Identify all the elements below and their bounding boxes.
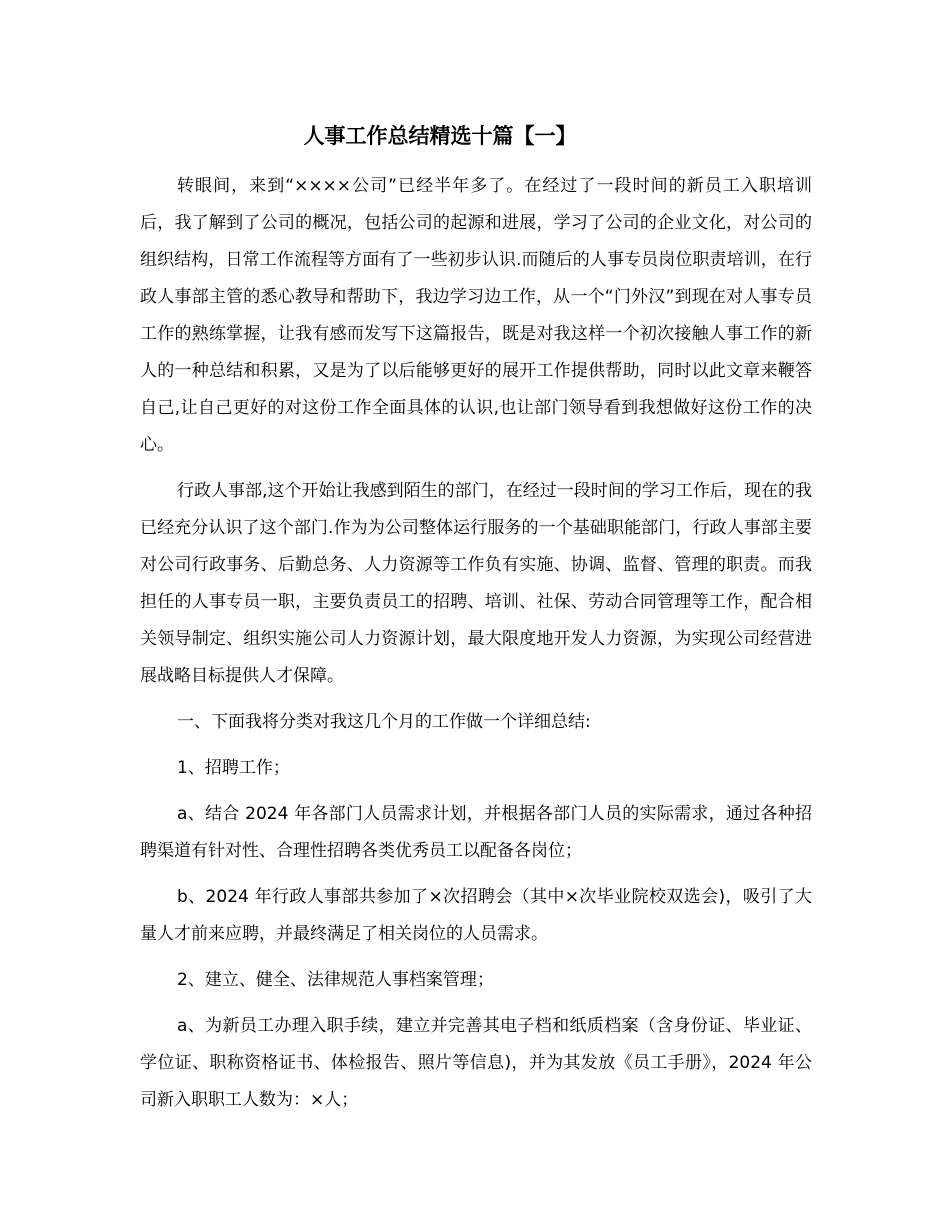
section-heading-summary: 一、下面我将分类对我这几个月的工作做一个详细总结: [177, 712, 591, 732]
document-title: 人事工作总结精选十篇【一】 [303, 124, 577, 148]
item-recruitment-a: a、结合 2024 年各部门人员需求计划，并根据各部门人员的实际需求，通过各种招聘渠道有针对性、合理性招聘各类优秀员工以配备各岗位； [140, 804, 812, 861]
item-archives-a: a、为新员工办理入职手续，建立并完善其电子档和纸质档案（含身份证、毕业证、学位证、职称资格证书、体检报告、照片等信息)，并为其发放《员工手册》，2024 年公司新入职职工人数为：×人； [140, 1016, 812, 1110]
paragraph-intro: 转眼间，来到“××××公司”已经半年多了。在经过了一段时间的新员工入职培训后，我了解到了公司的概况，包括公司的起源和进展，学习了公司的企业文化，对公司的组织结构，日常工作流程等方面有了一些初步认识.而随后的人事专员岗位职责培训，在行政人事部主管的悉心教导和帮助下，我边学习边工作，从一个“门外汉”到现在对人事专员工作的熟练掌握，让我有感而发写下这篇报告，既是对我这样一个初次接触人事工作的新人的一种总结和积累，又是为了以后能够更好的展开工作提供帮助，同时以此文章来鞭答自己,让自己更好的对这份工作全面具体的认识,也让部门领导看到我想做好这份工作的决心。 [140, 176, 812, 455]
item-recruitment-b: b、2024 年行政人事部共参加了×次招聘会（其中×次毕业院校双选会)，吸引了大量人才前来应聘，并最终满足了相关岗位的人员需求。 [140, 887, 812, 944]
item-heading-recruitment: 1、招聘工作； [177, 758, 290, 778]
paragraph-department: 行政人事部,这个开始让我感到陌生的部门，在经过一段时间的学习工作后，现在的我已经充分认识了这个部门.作为为公司整体运行服务的一个基础职能部门，行政人事部主要对公司行政事务、后勤总务、人力资源等工作负有实施、协调、监督、管理的职责。而我担任的人事专员一职，主要负责员工的招聘、培训、社保、劳动合同管理等工作，配合相关领导制定、组织实施公司人力资源计划，最大限度地开发人力资源，为实现公司经营进展战略目标提供人才保障。 [140, 481, 812, 686]
document-body [140, 168, 812, 1128]
item-heading-archives: 2、建立、健全、法律规范人事档案管理； [177, 970, 494, 990]
